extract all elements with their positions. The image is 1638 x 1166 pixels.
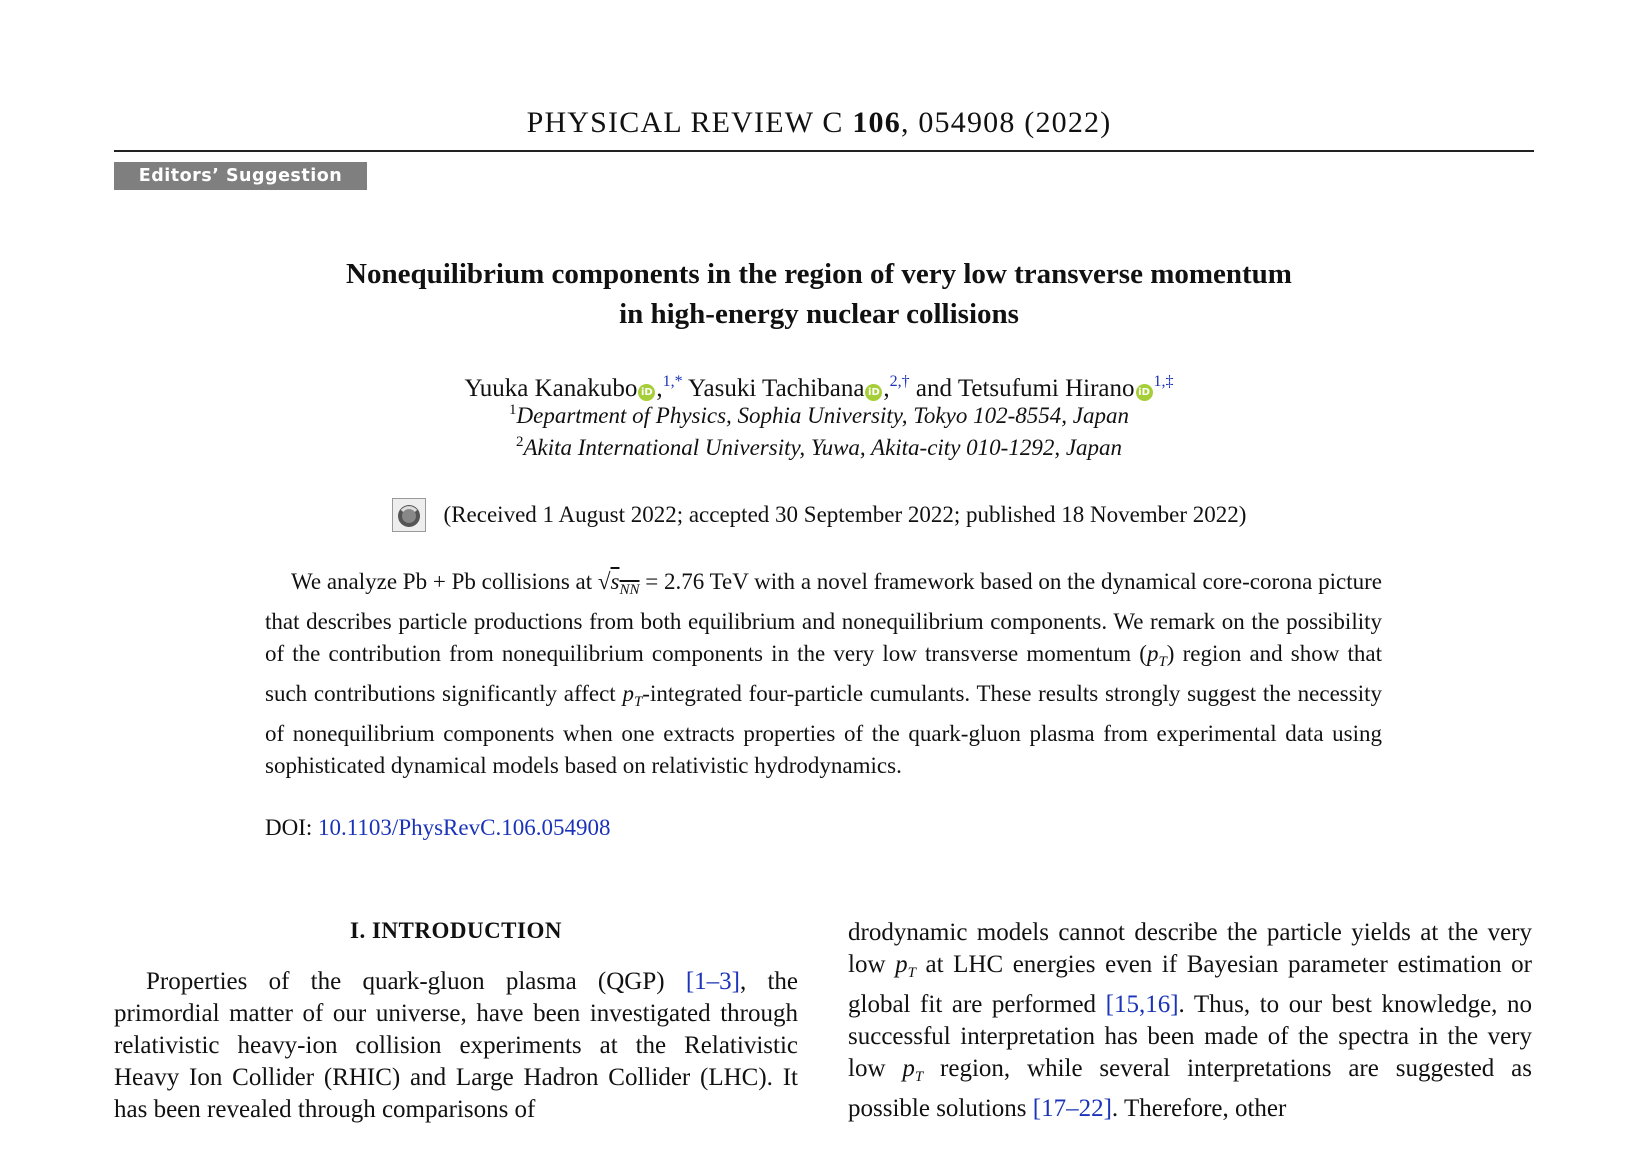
math-subscript: T [914, 1069, 924, 1085]
math-symbol: s [610, 569, 620, 594]
body-text: region, while several interpretations are suggested as possible solutions [848, 1055, 1532, 1122]
abstract-text: ) region and show that such contributions significantly affect [265, 641, 1382, 706]
body-text: at LHC energies even if Bayesian parameter estimation or global fit are performed [848, 951, 1532, 1018]
body-text: . Therefore, other [1111, 1095, 1287, 1122]
math-subscript: T [633, 694, 643, 710]
abstract-text: = 2.76 TeV with a novel framework based on the dynamical core-corona picture that describes particle productions from both equilibrium and nonequilibrium components. We remark on the possibility of the contribution from nonequilibrium components in the very low transverse momentum ( [265, 569, 1382, 666]
affiliation-number: 1 [509, 402, 517, 418]
author-affil-marks[interactable]: 2,† [889, 373, 910, 390]
math-subscript: T [1158, 654, 1167, 670]
body-text: drodynamic models cannot describe the particle yields at the very low [848, 919, 1532, 978]
paper-title [200, 254, 1438, 334]
body-text: Properties of the quark-gluon plasma (QGP) [146, 968, 686, 995]
right-column-text [848, 917, 1532, 1122]
publication-history [0, 497, 1638, 534]
math-symbol: p [902, 1055, 915, 1082]
author-conjunction: and [915, 375, 953, 402]
author-affil-marks[interactable]: 1,‡ [1153, 373, 1174, 390]
abstract [265, 566, 1382, 782]
affiliation-text: Akita International University, Yuwa, Akita-city 010-1292, Japan [523, 435, 1123, 460]
left-column-text [114, 966, 798, 1166]
check-for-updates-icon[interactable] [392, 498, 426, 532]
citation-link[interactable]: [15,16] [1105, 991, 1179, 1018]
doi-line [265, 812, 610, 844]
author-name[interactable]: Tetsufumi Hirano [957, 375, 1135, 402]
author-name[interactable]: Yasuki Tachibana [687, 375, 865, 402]
journal-volume: 106 [852, 106, 901, 139]
header-rule [114, 150, 1534, 152]
title-line-1: Nonequilibrium components in the region of very low transverse momentum [346, 258, 1292, 290]
citation-link[interactable]: [1–3] [685, 968, 740, 995]
body-text: , the primordial matter of our universe, have been investigated through relativistic heavy-ion collision experiments at the Relativistic Heavy Ion Collider (RHIC) and Large Hadron Collider (LHC). It has been revealed through comparisons of [114, 968, 798, 1123]
abstract-text: -integrated four-particle cumulants. These results strongly suggest the necessity of nonequilibrium components when one extracts properties of the quark-gluon plasma from experimental data using sophisticated dynamical models based on relativistic hydrodynamics. [265, 681, 1382, 778]
affiliation-text: Department of Physics, Sophia University, Tokyo 102-8554, Japan [516, 403, 1129, 428]
math-subscript: NN [619, 582, 640, 598]
author-list: Yuuka Kanakubo iD ,$^{1,*}$ Yasuki Tachibana iD ,$^{2,\dagger}$ and Tetsufumi Hirano $iD^{1,\ddagger}$ [464, 373, 1174, 402]
author-affil-marks[interactable]: 1,* [662, 373, 683, 390]
doi-label: DOI: [265, 815, 319, 840]
article-number: , 054908 (2022) [900, 106, 1112, 139]
orcid-icon[interactable]: iD [1136, 384, 1153, 401]
orcid-icon[interactable]: iD [865, 384, 882, 401]
math-symbol: p [622, 681, 634, 706]
affiliation-2 [0, 434, 1638, 461]
abstract-text: We analyze Pb + Pb collisions at √ [291, 569, 611, 594]
title-line-2: in high-energy nuclear collisions [619, 298, 1019, 330]
doi-link[interactable]: 10.1103/PhysRevC.106.054908 [318, 815, 611, 840]
journal-header [0, 106, 1638, 140]
orcid-icon[interactable]: iD [638, 384, 655, 401]
publication-dates: (Received 1 August 2022; accepted 30 September 2022; published 18 November 2022) [443, 502, 1247, 527]
editors-suggestion-badge[interactable]: Editors’ Suggestion [114, 162, 367, 190]
math-symbol: p [1146, 641, 1159, 666]
affiliation-1 [0, 402, 1638, 429]
body-text: . Thus, to our best knowledge, no successful interpretation has been made of the spectra in the very low [848, 991, 1532, 1082]
citation-link[interactable]: [17–22] [1032, 1095, 1112, 1122]
math-subscript: T [907, 965, 916, 981]
section-heading: I. INTRODUCTION [350, 918, 562, 943]
author-name[interactable]: Yuuka Kanakubo [464, 375, 638, 402]
affiliation-number: 2 [515, 434, 524, 450]
math-symbol: p [895, 951, 908, 978]
journal-name: PHYSICAL REVIEW C [526, 106, 844, 139]
